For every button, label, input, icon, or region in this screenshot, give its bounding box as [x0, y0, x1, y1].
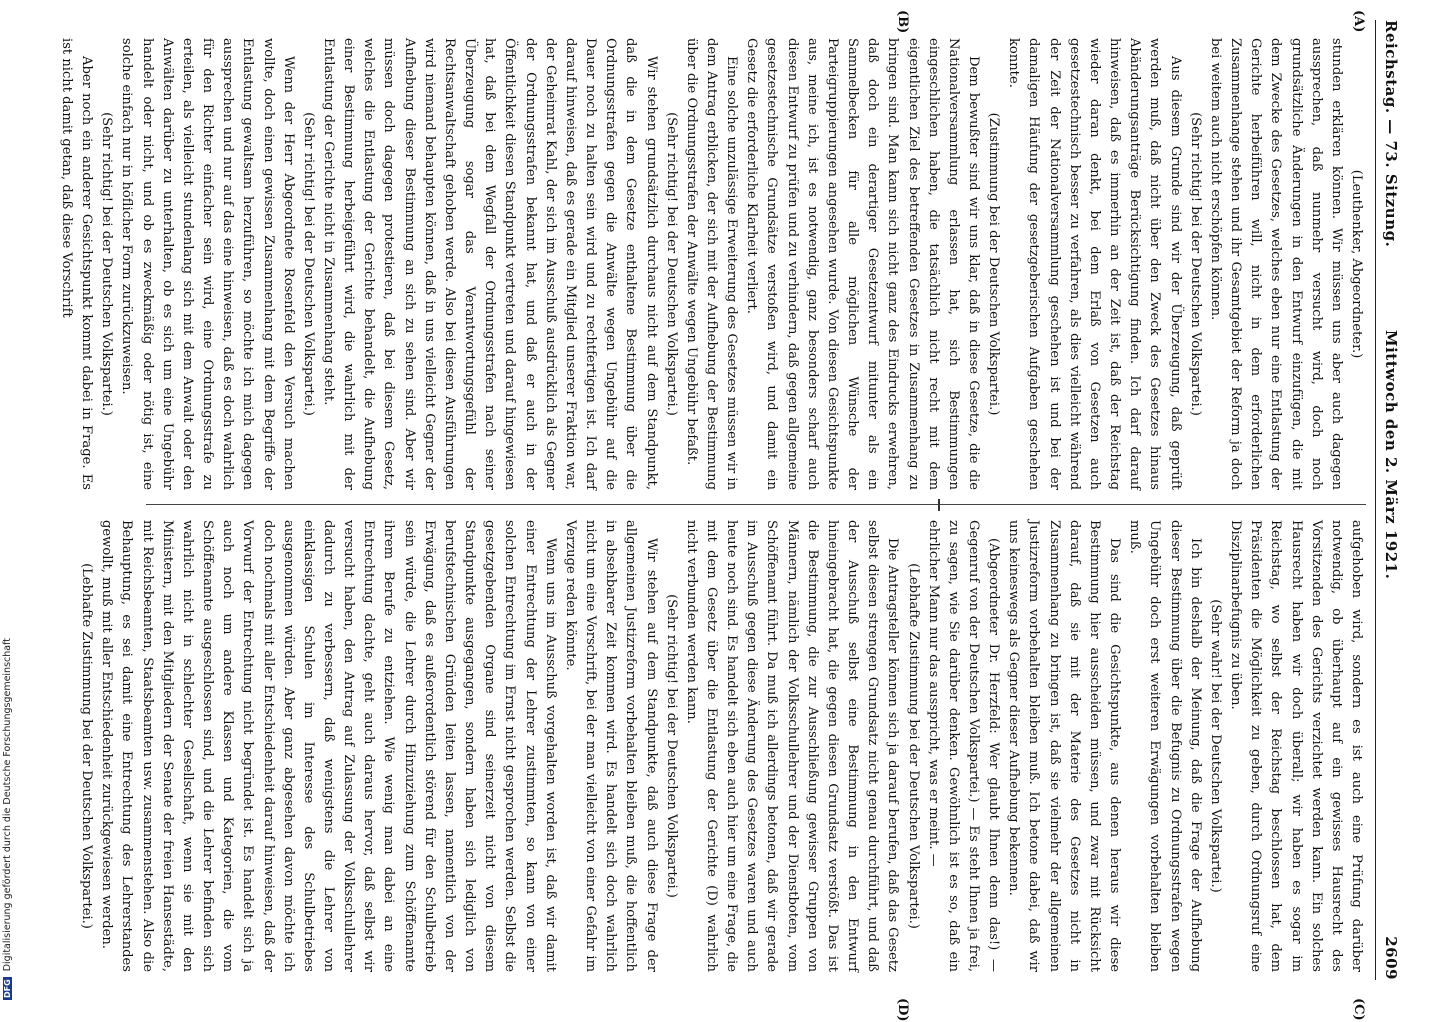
- paragraph: Eine solche unzulässige Erweiterung des Gesetzes müssen wir in dem Antrag erblicken, der sich mit der Aufhebung der Bestimmung über die Ordnungsstrafen der Anwälte wegen Ungebühr befaßt.: [683, 38, 740, 490]
- interjection: (Zustimmung bei der Deutschen Volkspartei.): [986, 112, 1002, 416]
- margin-mark-d: (D): [895, 998, 910, 1022]
- running-head-date: Mittwoch den 2. März 1921.: [1382, 330, 1400, 580]
- paragraph: Wenn der Herr Abgeordnete Rosenfeld den Versuch machen wollte, doch einen gewissen Zusammenhang mit dem Begriffe der Entlastung gewaltsam herzuführen, so möchte ich mich dagegen aussprechen und nur auf das eine hinweisen, daß es doch wahrlich für den Richter einfacher sein wird, eine Ordnungsstrafe zu erteilen, als vielleicht stundenlang sich mit dem Anwalt oder den Anwälten darüber zu unterhalten, ob es sich um eine Ungebühr handelt oder nicht, und ob es zweckmäßig oder nötig ist, eine solche einfach nur in höflicher Form zurückzuweisen.: [119, 38, 296, 490]
- paragraph: Aber noch ein anderer Gesichtspunkt kommt dabei in Frage. Es ist nicht damit getan, daß diese Vorschrift: [59, 38, 95, 490]
- interjection: (Sehr richtig! bei der Deutschen Volkspartei.): [663, 112, 679, 416]
- rotated-page: [59, 8, 1410, 1022]
- column-divider: [146, 504, 1366, 505]
- digitization-credit-text: Digitalisierung gefördert durch die Deutsche Forschungsgemeinschaft: [2, 637, 13, 972]
- paragraph: Dem bewußter sind wir uns klar, daß in diese Gesetze, die die Nationalversammlung erlassen hat, sich Bestimmungen eingeschlichen haben, die tatsächlich nicht recht mit dem eigentlichen Ziel des betreffenden Gesetzes in Zusammenhang zu bringen sind. Man kann sich nicht ganz des Eindrucks erwehren, daß doch ein derartiger Gesetzentwurf mitunter als ein Sammelbecken für alle möglichen Wünsche der Parteigruppierungen angesehen wurde. Von diesen Gesichtspunkte aus, meine ich, ist es notwendig, ganz besonders scharf auch diesen Entwurf zu prüfen und zu verhindern, daß gegen allgemeine gesetzestechnische Grundsätze verstoßen wird, und damit ein Gesetz die erforderliche Klarheit verliert.: [744, 38, 982, 490]
- paragraph: (Abgeordneter Dr. Herzfeld: Wer glaubt Ihnen denn das!) — Gegenruf von der Deutschen Volkspartei.) — Es steht Ihnen ja frei, zu sagen, wie Sie darüber denken. Gewöhnlich ist es so, daß ein ehrlicher Mann nur das ausspricht, was er meint. —: [925, 520, 1002, 972]
- paragraph: aufgehoben wird, sondern es ist auch eine Prüfung darüber notwendig, ob überhaupt auf ein gewisses Hausrecht des Vorsitzenden des Gerichts verzichtet werden kann. Ein solches Hausrecht haben wir doch überall; wir haben es sogar im Reichstag, wo selbst der Reichstag beschlossen hat, dem Präsidenten die Möglichkeit zu geben, durch Ordnungsruf eine Disziplinarbefugnis zu üben.: [1228, 520, 1364, 972]
- paragraph: Aus diesem Grunde sind wir der Überzeugung, daß geprüft werden muß, daß nicht über den Zweck des Gesetzes hinaus Abänderungsanträge Berücksichtigung finden. Ich darf darauf hinweisen, daß es immerhin an der Zeit ist, daß der Reichstag wieder daran denkt, bei dem Erlaß von Gesetzen auch gesetzestechnisch besser zu verfahren, als dies vielleicht während der Zeit der Nationalversammlung geschehen ist und bei der damaligen Häufung der gesetzgeberischen Aufgaben geschehen konnte.: [1006, 38, 1183, 490]
- interjection: (Lebhafte Zustimmung bei der Deutschen Volkspartei.): [79, 563, 95, 929]
- page-number: 2609: [1382, 936, 1400, 980]
- paragraph: Wenn uns im Ausschuß vorgehalten worden ist, daß wir damit einer Entrechtung der Lehrer zustimmten, so kann von einer solchen Entrechtung im Ernst nicht gesprochen werden. Selbst die gesetzgebenden Organe sind seinerzeit nicht von diesem Standpunkte ausgegangen, sondern haben sich lediglich von berufstechnischen Gründen leiten lassen, namentlich von der Erwägung, daß es außerordentlich störend für den Schulbetrieb sein würde, die Lehrer durch Hinzuziehung zum Schöffenamte ihrem Berufe zu entziehen. Wie wenig man dabei an eine Entrechtung dachte, geht auch daraus hervor, daß selbst wir versucht haben, den Antrag auf Zulassung der Volksschullehrer dadurch zu verbessern, daß wenigstens die Lehrer von einklassigen Schulen im Interesse des Schulbetriebes ausgenommen würden. Aber ganz abgesehen davon möchte ich doch nochmals mit aller Entschiedenheit darauf hinweisen, daß der Vorwurf der Entrechtung nicht begründet ist. Es handelt sich ja auch noch um andere Klassen und Kategorien, die vom Schöffenamte ausgeschlossen sind, und die Lehrer befinden sich wahrlich nicht in schlechter Gesellschaft, wenn sie mit den Ministern, mit den Mitgliedern der Senate der freien Hansestädte, mit Reichsbeamten, Staatsbeamten usw. zusammenstehen. Also die Behauptung, es sei damit eine Entrechtung des Lehrerstandes gewollt, muß mit aller Entschiedenheit zurückgewiesen werden.: [99, 520, 558, 972]
- paragraph: Wir stehen grundsätzlich durchaus nicht auf dem Standpunkt, daß die in dem Gesetze enthaltene Bestimmung über die Ordnungsstrafen gegen die Anwälte wegen Ungebühr auf die Dauer noch zu halten sein wird und zu rechtfertigen ist. Ich darf darauf hinweisen, daß es gerade ein Mitglied unserer Fraktion war, der Geheimrat Kahl, der sich im Ausschuß ausdrücklich als Gegner der Ordnungsstrafen bekannt hat, und daß er auch in der Öffentlichkeit diesen Standpunkt vertreten und darauf hingewiesen hat, daß bei dem Wegfall der Ordnungsstrafen nach seiner Überzeugung sogar das Verantwortungsgefühl der Rechtsanwaltschaft gehoben werde. Also bei diesen Ausführungen wird niemand behaupten können, daß in uns vielleicht Gegner der Aufhebung dieser Bestimmung an sich zu sehen sind. Aber wir müssen doch dagegen protestieren, daß bei diesem Gesetz, welches die Entlastung der Gerichte behandelt, die Aufhebung einer Bestimmung herbeigeführt wird, die wahrlich mit der Entlastung der Gerichte nicht in Zusammenhang steht.: [321, 38, 659, 490]
- digitization-credit: [2, 638, 13, 1000]
- left-column: [59, 38, 1366, 490]
- margin-mark-a: (A): [1351, 10, 1366, 33]
- margin-mark-c: (C): [1351, 998, 1366, 1021]
- speaker-label: (Leuthenker, Abgeordneter.): [1349, 169, 1364, 359]
- running-head-left: Reichstag. — 73. Sitzung.: [1382, 20, 1400, 248]
- paragraph: Ich bin deshalb der Meinung, daß die Frage der Aufhebung dieser Bestimmung über die Befugnis zu Ordnungsstrafen wegen Ungebühr doch erst weiteren Erwägungen vorbehalten bleiben muß.: [1127, 520, 1203, 972]
- running-head: [1375, 20, 1404, 980]
- interjection: (Sehr richtig! bei der Deutschen Volkspartei.): [663, 594, 679, 898]
- interjection: (Sehr richtig! bei der Deutschen Volkspartei.): [99, 112, 115, 416]
- paragraph: Das sind die Gesichtspunkte, aus denen heraus wir diese Bestimmung hier ausscheiden müssen, und zwar mit Rücksicht darauf, daß sie mit der Materie des Gesetzes nicht in Zusammenhang zu bringen ist, daß sie vielmehr der allgemeinen Justizreform vorbehalten bleiben muß. Ich betone dabei, daß wir uns keineswegs als Gegner dieser Aufhebung bekennen.: [1006, 520, 1123, 972]
- paragraph: stunden erklären können. Wir müssen uns aber auch dagegen aussprechen, daß nunmehr versucht wird, doch noch grundsätzliche Änderungen in den Entwurf einzufügen, die mit dem Zwecke des Gesetzes, welches eben nur eine Entlastung der Gerichte herbeiführen will, nicht in dem erforderlichen Zusammenhange stehen und ihr Gesamtgebiet der Reform ja doch bei weitem auch nicht erschöpfen können.: [1207, 38, 1344, 490]
- paragraph: Die Antragsteller können sich ja darauf berufen, daß das Gesetz selbst diesen strengen Grundsatz nicht genau durchführt, und daß der Ausschuß selbst eine Bestimmung in den Entwurf hineingebracht hat, die gegen diesen Grundsatz verstößt. Das ist die Bestimmung, die zur Ausschließung gewisser Gruppen von Männern, nämlich der Volksschullehrer und der Dienstboten, vom Schöffenamt führt. Da muß ich allerdings betonen, daß wir gerade im Ausschuß gegen diese Änderung des Gesetzes waren und auch heute noch sind. Es handelt sich eben auch hier um eine Frage, die mit dem Gesetz über die Entlastung der Gerichte (D) wahrlich nicht verbunden werden kann.: [683, 520, 901, 972]
- interjection: (Sehr richtig! bei der Deutschen Volkspartei.): [300, 112, 316, 416]
- interjection: (Lebhafte Zustimmung bei der Deutschen Volkspartei.): [905, 563, 921, 929]
- dfg-logo-icon: DFG: [3, 979, 12, 998]
- interjection: (Sehr richtig! bei der Deutschen Volkspartei.): [1187, 112, 1203, 416]
- margin-mark-b: (B): [895, 10, 910, 34]
- interjection: (Sehr wahr! bei der Deutschen Volkspartei.): [1207, 599, 1223, 893]
- right-column: [79, 520, 1366, 972]
- paragraph: Wir stehen auf dem Standpunkte, daß auch diese Frage der allgemeinen Justizreform vorbehalten bleiben muß, die hoffentlich in absehbarer Zeit kommen wird. Es handelt sich doch wahrlich nicht um eine Vorschrift, bei der man vielleicht von einer Gefahr im Verzuge reden könnte.: [562, 520, 659, 972]
- column-divider-tick: [939, 499, 941, 511]
